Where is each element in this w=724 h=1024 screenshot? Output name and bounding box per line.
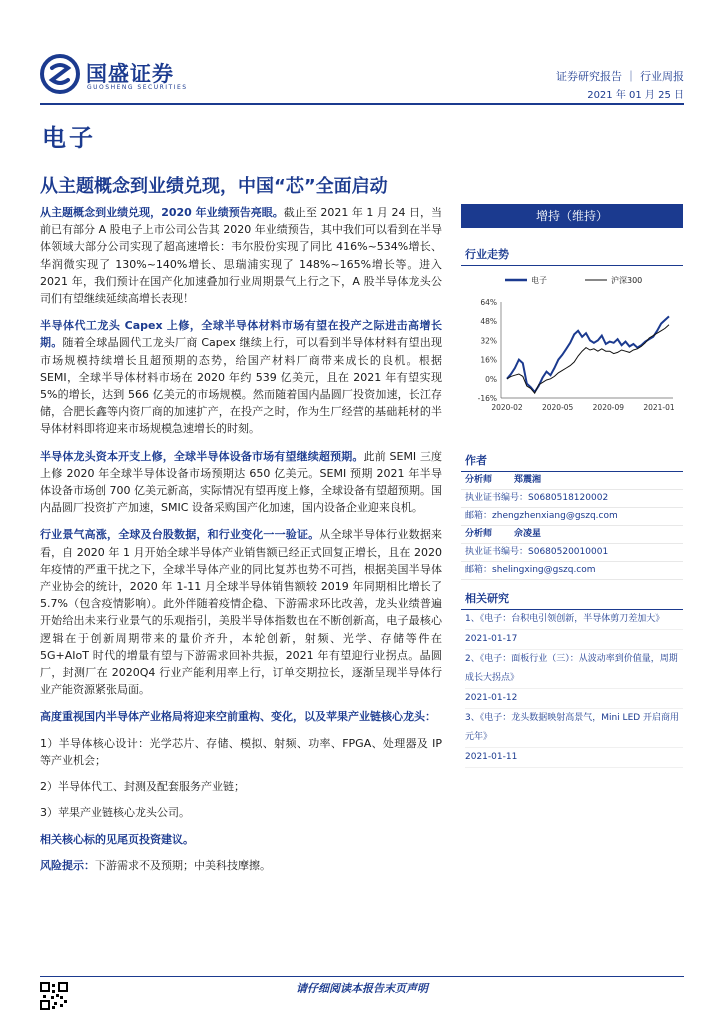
focus-item: 3）苹果产业链核心龙头公司。 — [40, 806, 190, 820]
y-tick-label: 32% — [480, 336, 497, 346]
paragraph: 半导体代工龙头 Capex 上修，全球半导体材料市场有望在投产之际进击高增长期。随着全球晶圆代工龙头厂商 Capex 继续上行，可以看到半导体材料有望出现市场规模持续增长且超预期的态势，给国产材料厂商带来成长的良机。根据 SEMI，全球半导体材料市场在 2020 年约 539 亿美元，且在 2021 年有望实现 5%的增长，达到 566 亿美元的市场规模。然而随着国内晶圆厂投资加速，长江存储，合肥长鑫等内资厂商的加速扩产，在投产之时，作为生厂经营的基础耗材的半导体材料即将迎来市场规模急速增长的时刻。 — [40, 319, 443, 436]
paragraph: 半导体龙头资本开支上修，全球半导体设备市场有望继续超预期。此前 SEMI 三度上修 2020 年全球半导体设备市场预期达 650 亿美元。SEMI 预期 2021 年半导体设备市场创 700 亿美元新高，实际情况有望再度上修，全球设备有望超预期。国内晶圆厂投资扩产加速，SMIC 设备采购国产化加速，国内设备企业迎来良机。 — [40, 449, 442, 515]
trend-title: 行业走势 — [461, 246, 683, 266]
report-type: 证券研究报告 ｜ 行业周报 — [556, 70, 684, 83]
legend-label: 电子 — [531, 276, 547, 285]
related-item-title[interactable]: 1、《电子：台积电引领创新，半导体剪刀差加大》 — [465, 610, 683, 630]
related-item-date: 2021-01-12 — [465, 689, 683, 709]
footer-disclaimer: 请仔细阅读本报告末页声明 — [296, 982, 428, 995]
related-item-date: 2021-01-17 — [465, 630, 683, 650]
related-item-date: 2021-01-11 — [465, 748, 683, 768]
report-date: 2021 年 01 月 25 日 — [587, 90, 684, 101]
x-tick-label: 2021-01 — [643, 403, 675, 412]
paragraph: 从主题概念到业绩兑现，2020 年业绩预告亮眼。截止至 2021 年 1 月 24 日，当前已有部分 A 股电子上市公司公告其 2020 年业绩预告，其中我们可以看到在半导体领域大部分公司实现了超高速增长：韦尔股份实现了同比 416%~534%增长、华润微实现了 130%~140%增长、思瑞浦实现了 148%~165%增长等。进入 2021 年，我们预计在国产化加速叠加行业周期景气上行之下，A 股半导体龙头公司们有望继续延续高增长表现！ — [40, 206, 442, 306]
risk-note: 风险提示：下游需求不及预期；中美科技摩擦。 — [40, 858, 271, 872]
y-tick-label: 48% — [480, 317, 497, 327]
sidebar — [461, 204, 683, 768]
rating-badge: 增持（维持） — [461, 204, 683, 228]
related-item-title[interactable]: 3、《电子：龙头数据映射高景气，Mini LED 开启商用元年》 — [465, 709, 683, 748]
focus-item: 1）半导体核心设计：光学芯片、存储、模拟、射频、功率、FPGA、处理器及 IP 等产业机会； — [40, 736, 442, 767]
x-tick-label: 2020-02 — [491, 403, 523, 412]
logo-name: 国盛证券 — [86, 62, 174, 86]
analyst-name-row: 分析师 郑震湘 — [461, 472, 683, 490]
main-body — [40, 204, 442, 883]
trend-chart-svg — [461, 266, 683, 436]
analyst-email-row: 邮箱：shelingxing@gszq.com — [461, 562, 683, 580]
y-tick-label: -16% — [477, 394, 497, 403]
logo-mark-icon — [40, 54, 80, 94]
focus-item: 2）半导体代工、封测及配套服务产业链； — [40, 780, 245, 794]
industry-title: 电子 — [42, 124, 96, 152]
related-title: 相关研究 — [461, 590, 683, 610]
trend-chart — [461, 266, 683, 436]
focus-title: 高度重视国内半导体产业格局将迎来空前重构、变化，以及苹果产业链核心龙头： — [40, 710, 436, 724]
series-line — [507, 316, 669, 392]
y-tick-label: 64% — [480, 298, 497, 307]
report-headline: 从主题概念到业绩兑现，中国“芯”全面启动 — [40, 176, 388, 197]
authors-title: 作者 — [461, 452, 683, 472]
analyst-email[interactable]: shelingxing@gszq.com — [492, 565, 596, 575]
analyst-cert-row: 执业证书编号：S0680518120002 — [461, 490, 683, 508]
footer-divider — [40, 976, 684, 977]
x-tick-label: 2020-09 — [592, 403, 625, 412]
analyst-email[interactable]: zhengzhenxiang@gszq.com — [492, 511, 618, 521]
x-tick-label: 2020-05 — [541, 403, 574, 412]
y-tick-label: 16% — [480, 355, 497, 365]
analyst-name-row: 分析师 佘凌星 — [461, 526, 683, 544]
advice-note: 相关核心标的见尾页投资建议。 — [40, 832, 194, 846]
related-list — [461, 610, 683, 768]
logo-name-en: GUOSHENG SECURITIES — [87, 84, 188, 91]
analyst-cert-row: 执业证书编号：S0680520010001 — [461, 544, 683, 562]
header-divider — [40, 103, 684, 105]
legend-label: 沪深300 — [611, 276, 643, 285]
company-logo — [40, 54, 200, 98]
analyst-email-row: 邮箱：zhengzhenxiang@gszq.com — [461, 508, 683, 526]
related-item-title[interactable]: 2、《电子：面板行业（三）：从波动率到价值量，周期成长大拐点》 — [465, 650, 683, 689]
paragraph: 行业景气高涨，全球及台股数据，和行业变化一一验证。从全球半导体行业数据来看，自 2020 年 1 月开始全球半导体产业销售额已经正式回复正增长，且在 2020 年疫情的严重干扰之下，全球半导体产业的同比复苏也势不可挡，根据美国半导体产业协会的统计，2020 年 1-11 月全球半导体销售额较 2019 年同期相比增长了 5.7%（包含疫情影响）。此外伴随着疫情企稳、下游需求环比改善，龙头业绩普遍开始给出未来行业景气的乐观指引，美股半导体指数也在不断创新高，电子最核心逻辑在于创新周期带来的量价齐升，本轮创新，射频、光学、存储等件在 5G+AIoT 时代的增量有望与下游需求回补共振，2021 年有望迎行业拐点。晶圆厂，封测厂在 2020Q4 行业产能利用率上行，订单交期拉长，逐渐呈现半导体行业产能资源紧张局面。 — [40, 528, 443, 697]
y-tick-label: 0% — [485, 374, 497, 384]
